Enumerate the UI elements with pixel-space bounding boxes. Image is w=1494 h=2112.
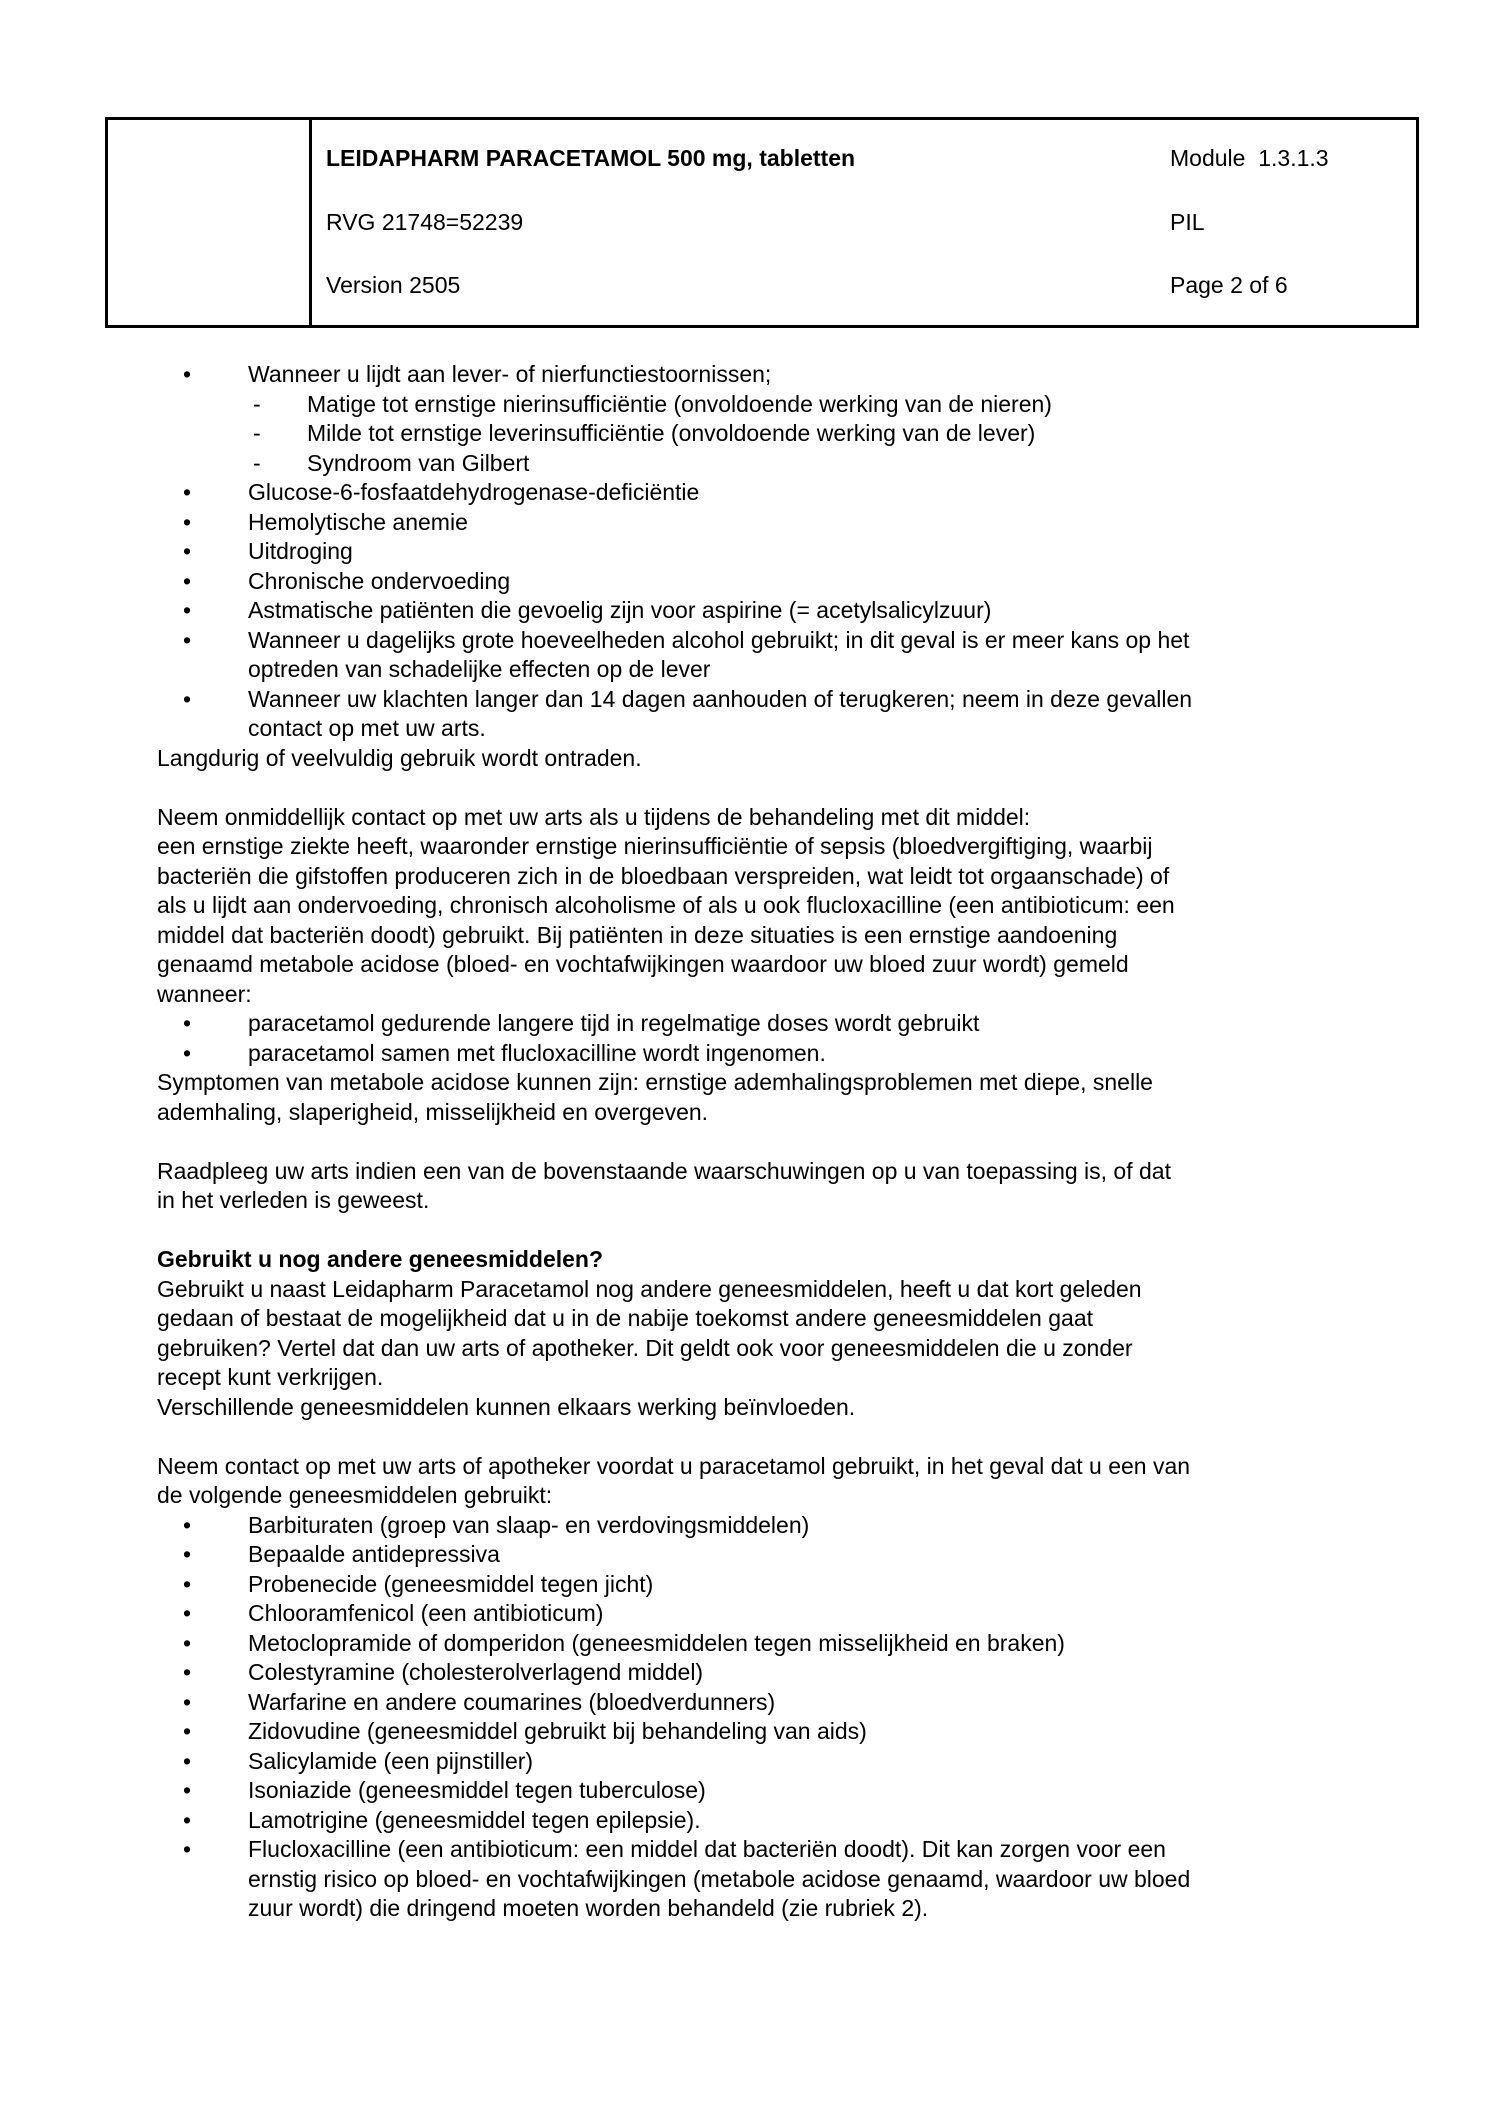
bullet-icon: • bbox=[183, 1747, 192, 1774]
bullet-item bbox=[157, 1717, 1375, 1747]
bullet-icon: • bbox=[183, 1039, 192, 1066]
bullet-icon: • bbox=[183, 1659, 192, 1685]
bullet-item bbox=[157, 1039, 1375, 1069]
page-number: Page 2 of 6 bbox=[1170, 272, 1288, 298]
bullet-text: Wanneer u lijdt aan lever- of nierfunctiestoornissen; bbox=[248, 361, 772, 387]
bullet-icon: • bbox=[183, 1806, 192, 1833]
bullet-text: Probenecide (geneesmiddel tegen jicht) bbox=[248, 1570, 654, 1597]
bullet-icon: • bbox=[183, 1629, 192, 1656]
sub-item-text: Syndroom van Gilbert bbox=[307, 449, 530, 476]
bullet-icon: • bbox=[183, 1541, 192, 1567]
bullet-text: Chlooramfenicol (een antibioticum) bbox=[248, 1600, 604, 1626]
paragraph: Neem contact op met uw arts of apotheker voordat u paracetamol gebruikt, in het geval dat u een van de volgende geneesmiddelen gebruikt: bbox=[157, 1452, 1191, 1508]
blank-line bbox=[157, 1127, 1375, 1157]
sub-item-text: Matige tot ernstige nierinsufficiëntie (onvoldoende werking van de nieren) bbox=[307, 390, 1052, 417]
dash-icon: - bbox=[253, 420, 261, 446]
dash-icon: - bbox=[253, 390, 261, 417]
bullet-item bbox=[157, 1658, 1375, 1688]
bullet-item bbox=[157, 537, 1375, 567]
bullet-item bbox=[157, 1540, 1375, 1570]
bullet-icon: • bbox=[183, 685, 192, 712]
header-info-cell bbox=[312, 120, 1416, 325]
bullet-text: Hemolytische anemie bbox=[248, 508, 468, 535]
module-number: Module 1.3.1.3 bbox=[1170, 145, 1329, 171]
bullet-text: Zidovudine (geneesmiddel gebruikt bij behandeling van aids) bbox=[248, 1718, 867, 1744]
header-row-title bbox=[326, 144, 1416, 208]
bullet-item bbox=[157, 1570, 1375, 1600]
paragraph: Symptomen van metabole acidose kunnen zijn: ernstige ademhalingsproblemen met diepe, snelle ademhaling, slaperigheid, misselijkheid en overgeven. bbox=[157, 1069, 1153, 1125]
bullet-icon: • bbox=[183, 508, 192, 535]
bullet-text: Wanneer uw klachten langer dan 14 dagen aanhouden of terugkeren; neem in deze gevallen contact op met uw arts. bbox=[248, 685, 1193, 741]
bullet-item bbox=[157, 1009, 1375, 1039]
bullet-icon: • bbox=[183, 538, 192, 564]
bullet-text: Warfarine en andere coumarines (bloedverdunners) bbox=[248, 1688, 776, 1715]
dash-icon: - bbox=[253, 449, 261, 476]
bullet-item bbox=[157, 1747, 1375, 1777]
bullet-text: Isoniazide (geneesmiddel tegen tuberculose) bbox=[248, 1777, 706, 1803]
bullet-text: Barbituraten (groep van slaap- en verdovingsmiddelen) bbox=[248, 1511, 810, 1538]
bullet-text: paracetamol samen met flucloxacilline wordt ingenomen. bbox=[248, 1039, 826, 1066]
bullet-text: Metoclopramide of domperidon (geneesmiddelen tegen misselijkheid en braken) bbox=[248, 1629, 1065, 1656]
bullet-text: Wanneer u dagelijks grote hoeveelheden alcohol gebruikt; in dit geval is er meer kans op het optreden van schadelijke effecten op de lever bbox=[248, 626, 1190, 682]
document-title: LEIDAPHARM PARACETAMOL 500 mg, tabletten bbox=[326, 145, 856, 171]
bullet-item bbox=[157, 685, 1375, 744]
document-body bbox=[157, 360, 1375, 1924]
bullet-item bbox=[157, 478, 1375, 508]
bullet-item bbox=[157, 567, 1375, 597]
bullet-icon: • bbox=[183, 1010, 192, 1036]
bullet-icon: • bbox=[183, 626, 192, 653]
bullet-icon: • bbox=[183, 479, 192, 505]
version-label: Version 2505 bbox=[326, 272, 461, 298]
bullet-item bbox=[157, 1629, 1375, 1659]
bullet-text: Glucose-6-fosfaatdehydrogenase-deficiëntie bbox=[248, 479, 700, 505]
bullet-text: Astmatische patiënten die gevoelig zijn voor aspirine (= acetylsalicylzuur) bbox=[248, 597, 992, 623]
bullet-item bbox=[157, 596, 1375, 626]
bullet-item bbox=[157, 626, 1375, 685]
bullet-icon: • bbox=[183, 597, 192, 623]
sub-item bbox=[157, 449, 1375, 479]
header-table bbox=[105, 117, 1419, 328]
bullet-text: Chronische ondervoeding bbox=[248, 567, 511, 594]
bullet-text: Lamotrigine (geneesmiddel tegen epilepsie). bbox=[248, 1806, 701, 1833]
bullet-item bbox=[157, 1806, 1375, 1836]
bullet-text: Flucloxacilline (een antibioticum: een middel dat bacteriën doodt). Dit kan zorgen voor een ernstig risico op bloed- en vochtafwijkingen (metabole acidose genaamd, waardoor uw bloed zuur wordt) die dringend moeten worden behandeld (zie rubriek 2). bbox=[248, 1836, 1191, 1921]
sub-item bbox=[157, 390, 1375, 420]
bullet-text: Bepaalde antidepressiva bbox=[248, 1541, 500, 1567]
rvg-number: RVG 21748=52239 bbox=[326, 208, 524, 235]
header-empty-cell bbox=[108, 120, 312, 325]
bullet-item bbox=[157, 1835, 1375, 1924]
paragraph: Verschillende geneesmiddelen kunnen elkaars werking beïnvloeden. bbox=[157, 1393, 856, 1420]
blank-line bbox=[157, 1216, 1375, 1246]
bullet-icon: • bbox=[183, 1570, 192, 1597]
bullet-text: Uitdroging bbox=[248, 538, 353, 564]
bullet-icon: • bbox=[183, 1836, 192, 1862]
bullet-text: Colestyramine (cholesterolverlagend middel) bbox=[248, 1659, 704, 1685]
bullet-icon: • bbox=[183, 361, 192, 387]
paragraph: Langdurig of veelvuldig gebruik wordt ontraden. bbox=[157, 744, 642, 771]
document-type: PIL bbox=[1170, 208, 1205, 235]
paragraph: Raadpleeg uw arts indien een van de bovenstaande waarschuwingen op u van toepassing is, of dat in het verleden is geweest. bbox=[157, 1157, 1171, 1213]
bullet-icon: • bbox=[183, 1718, 192, 1744]
sub-item-text: Milde tot ernstige leverinsufficiëntie (onvoldoende werking van de lever) bbox=[307, 420, 1036, 446]
header-row-version bbox=[326, 271, 1416, 335]
bullet-item bbox=[157, 360, 1375, 390]
paragraph: Neem onmiddellijk contact op met uw arts als u tijdens de behandeling met dit middel: een ernstige ziekte heeft, waaronder ernstige nierinsufficiëntie of sepsis (bloedvergiftiging, waarbij bacteriën die gifstoffen produceren zich in de bloedbaan verspreiden, wat leidt tot orgaanschade) of als u lijdt aan ondervoeding, chronisch alcoholisme of als u ook flucloxacilline (een antibioticum: een middel dat bacteriën doodt) gebruikt. Bij patiënten in deze situaties is een ernstige aandoening genaamd metabole acidose (bloed- en vochtafwijkingen waardoor uw bloed zuur wordt) gemeld wanneer: bbox=[157, 803, 1175, 1007]
bullet-item bbox=[157, 508, 1375, 538]
bullet-text: Salicylamide (een pijnstiller) bbox=[248, 1747, 534, 1774]
bullet-icon: • bbox=[183, 1511, 192, 1538]
bullet-icon: • bbox=[183, 1600, 192, 1626]
bullet-item bbox=[157, 1776, 1375, 1806]
header-row-rvg bbox=[326, 208, 1416, 272]
bullet-text: paracetamol gedurende langere tijd in regelmatige doses wordt gebruikt bbox=[248, 1010, 980, 1036]
bullet-item bbox=[157, 1599, 1375, 1629]
bullet-icon: • bbox=[183, 1777, 192, 1803]
bullet-item bbox=[157, 1688, 1375, 1718]
bullet-icon: • bbox=[183, 567, 192, 594]
paragraph: Gebruikt u naast Leidapharm Paracetamol nog andere geneesmiddelen, heeft u dat kort geleden gedaan of bestaat de mogelijkheid dat u in de nabije toekomst andere geneesmiddelen gaat gebruiken? Vertel dat dan uw arts of apotheker. Dit geldt ook voor geneesmiddelen die u zonder recept kunt verkrijgen. bbox=[157, 1275, 1142, 1390]
bullet-item bbox=[157, 1511, 1375, 1541]
blank-line bbox=[157, 1422, 1375, 1452]
bullet-icon: • bbox=[183, 1688, 192, 1715]
blank-line bbox=[157, 773, 1375, 803]
section-heading: Gebruikt u nog andere geneesmiddelen? bbox=[157, 1246, 604, 1272]
sub-item bbox=[157, 419, 1375, 449]
